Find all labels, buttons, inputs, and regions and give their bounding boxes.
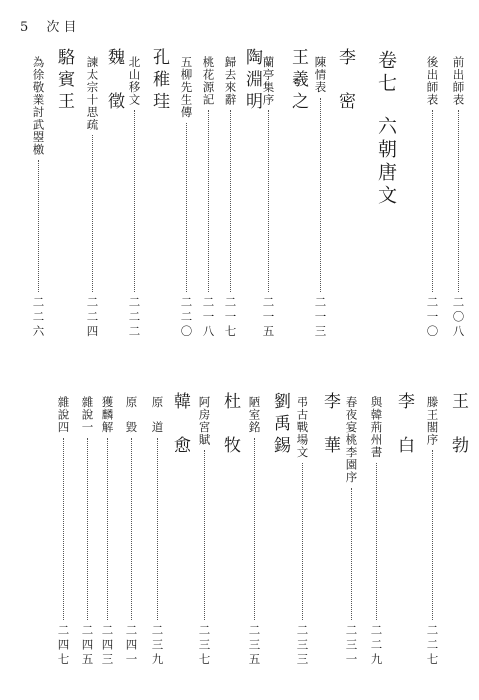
- dot-leader: [92, 135, 93, 292]
- dot-leader: [302, 463, 303, 621]
- dot-leader: [208, 110, 209, 292]
- toc-item-title: 原 毀: [124, 396, 139, 434]
- toc-item-title: 雜說四: [56, 396, 71, 434]
- author-name: 王 勃: [448, 392, 468, 458]
- toc-item-title: 陳情表: [313, 56, 328, 94]
- toc-item-title: 陋室銘: [247, 396, 262, 434]
- toc-item-page: 二四七: [56, 624, 71, 668]
- toc-item-title: 阿房宮賦: [197, 396, 212, 446]
- toc-item-page: 二四一: [124, 624, 139, 668]
- dot-leader: [63, 438, 64, 621]
- page-header-title: 次 目: [46, 20, 77, 35]
- toc-item-page: 二二九: [369, 624, 384, 668]
- toc-item-page: 二一三: [313, 296, 328, 340]
- toc-item-page: 二二六: [31, 296, 46, 340]
- dot-leader: [320, 98, 321, 293]
- toc-item-page: 二三三: [295, 624, 310, 668]
- dot-leader: [268, 110, 269, 292]
- toc-item-title: 北山移文: [127, 56, 142, 106]
- toc-item-page: 二〇八: [451, 296, 466, 340]
- author-name: 韓 愈: [170, 392, 190, 458]
- dot-leader: [134, 110, 135, 292]
- toc-item-title: 與韓荊州書: [369, 396, 384, 459]
- toc-item-page: 二三七: [197, 624, 212, 668]
- toc-item-page: 二一〇: [425, 296, 440, 340]
- dot-leader: [254, 438, 255, 621]
- dot-leader: [351, 488, 352, 621]
- toc-item-page: 二二二: [127, 296, 142, 340]
- toc-item-page: 二四五: [80, 624, 95, 668]
- author-name: 劉禹錫: [270, 392, 290, 458]
- toc-item-title: 為徐敬業討武曌檄: [31, 56, 46, 156]
- author-name: 杜 牧: [220, 392, 240, 458]
- author-name: 陶淵明: [242, 48, 262, 114]
- toc-item-page: 二二〇: [179, 296, 194, 340]
- toc-item-title: 弔古戰場文: [295, 396, 310, 459]
- toc-item-page: 二三一: [344, 624, 359, 668]
- author-name: 孔稚珪: [149, 48, 169, 114]
- dot-leader: [186, 123, 187, 293]
- toc-item-page: 二三五: [247, 624, 262, 668]
- author-name: 駱賓王: [54, 48, 74, 114]
- toc-item-title: 滕王閣序: [425, 396, 440, 446]
- toc-item-title: 桃花源記: [201, 56, 216, 106]
- dot-leader: [376, 463, 377, 621]
- dot-leader: [131, 438, 132, 621]
- toc-item-title: 前出師表: [451, 56, 466, 106]
- author-name: 魏 徵: [104, 48, 124, 114]
- toc-item-page: 二一七: [223, 296, 238, 340]
- page-header: [20, 16, 77, 35]
- toc-item-page: 二四三: [100, 624, 115, 668]
- author-name: 李 白: [394, 392, 414, 458]
- dot-leader: [204, 450, 205, 620]
- dot-leader: [458, 110, 459, 292]
- toc-item-title: 獲麟解: [100, 396, 115, 434]
- toc-item-page: 二三九: [150, 624, 165, 668]
- toc-item-title: 歸去來辭: [223, 56, 238, 106]
- toc-item-title: 春夜宴桃李園序: [344, 396, 359, 484]
- volume-label: 卷七: [375, 50, 397, 96]
- author-name: 李 華: [320, 392, 340, 458]
- toc-item-page: 二一八: [201, 296, 216, 340]
- dot-leader: [87, 438, 88, 621]
- dot-leader: [157, 438, 158, 621]
- toc-item-title: 諫太宗十思疏: [85, 56, 100, 131]
- author-name: 王羲之: [288, 48, 308, 114]
- dot-leader: [432, 450, 433, 620]
- toc-item-page: 二二七: [425, 624, 440, 668]
- toc-item-page: 二一五: [261, 296, 276, 340]
- toc-item-title: 雜說一: [80, 396, 95, 434]
- dot-leader: [432, 110, 433, 292]
- page-number: 5: [20, 20, 29, 35]
- dot-leader: [38, 160, 39, 292]
- toc-item-page: 二二四: [85, 296, 100, 340]
- volume-title: 六朝唐文: [375, 116, 397, 208]
- toc-item-title: 後出師表: [425, 56, 440, 106]
- toc-item-title: 蘭亭集序: [261, 56, 276, 106]
- toc-item-title: 原 道: [150, 396, 165, 434]
- dot-leader: [107, 438, 108, 621]
- dot-leader: [230, 110, 231, 292]
- author-name: 李 密: [335, 48, 355, 114]
- toc-item-title: 五柳先生傳: [179, 56, 194, 119]
